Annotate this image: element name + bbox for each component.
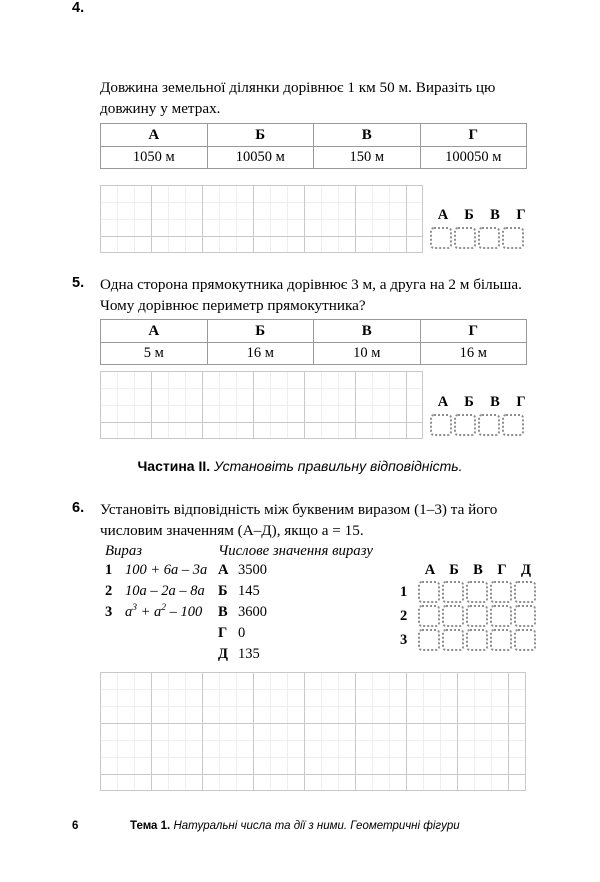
value-row-g: [218, 625, 373, 646]
question-5-worksheet-grid: [100, 371, 423, 439]
answer-letters-row: [430, 207, 534, 224]
option-letter-g: Г: [420, 124, 527, 147]
question-4-text: Довжина земельної ділянки дорівнює 1 км 50 м. Виразіть цю довжину у метрах.: [100, 79, 496, 117]
answer-letter-a: А: [437, 394, 449, 410]
expression-value-1: 100 + 6a – 3a: [125, 562, 208, 578]
question-6-number: 6.: [72, 500, 85, 516]
values-column-header: Числове значення виразу: [218, 543, 373, 559]
matching-answer-grid[interactable]: [400, 562, 538, 653]
value-row-b: [218, 583, 373, 604]
matching-checkbox-3a[interactable]: [418, 629, 440, 651]
answer-checkbox-row: [430, 227, 534, 249]
answer-letter-g: Г: [516, 394, 526, 410]
matching-checkbox-1b[interactable]: [442, 581, 464, 603]
question-5-answer-boxes[interactable]: [430, 394, 534, 436]
option-value-b: 10050 м: [207, 147, 314, 169]
page-footer: [72, 820, 542, 832]
expression-row-2: [105, 583, 207, 604]
option-letter-b: Б: [207, 124, 314, 147]
footer-topic: [130, 820, 460, 832]
option-letter-g: Г: [420, 320, 527, 343]
matching-checkbox-2d[interactable]: [514, 605, 536, 627]
expression-3-suffix: – 100: [166, 604, 203, 620]
page-number: 6: [72, 820, 79, 832]
value-key-v: В: [218, 604, 228, 620]
matching-checkbox-3g[interactable]: [490, 629, 512, 651]
matching-row-label-1: 1: [400, 583, 408, 600]
answer-checkbox-a[interactable]: [430, 414, 452, 436]
question-4-options-table: [100, 123, 527, 169]
expressions-column: [105, 543, 207, 625]
answer-letter-b: Б: [464, 394, 474, 410]
matching-checkbox-2g[interactable]: [490, 605, 512, 627]
table-row-letters: [101, 320, 527, 343]
option-value-v: 10 м: [314, 343, 421, 365]
matching-grid-column-headers: [418, 562, 538, 579]
matching-column-g: Г: [497, 562, 507, 578]
matching-grid-row-3: [400, 629, 538, 651]
value-row-a: [218, 562, 373, 583]
answer-letter-v: В: [490, 207, 500, 223]
question-6-text: Установіть відповідність між буквеним виразом (1–3) та його числовим значенням (А–Д), якщо a = 15.: [100, 501, 498, 539]
answer-checkbox-v[interactable]: [478, 414, 500, 436]
footer-topic-label: Тема 1.: [130, 820, 171, 832]
answer-letters-row: [430, 394, 534, 411]
option-letter-a: А: [101, 320, 208, 343]
answer-checkbox-a[interactable]: [430, 227, 452, 249]
table-row-values: [101, 147, 527, 169]
expression-3-base-a: a: [125, 604, 133, 620]
answer-letter-a: А: [437, 207, 449, 223]
footer-topic-title: Натуральні числа та дії з ними. Геометричні фігури: [173, 820, 460, 832]
question-4-answer-boxes[interactable]: [430, 207, 534, 249]
question-6-worksheet-grid: [100, 672, 526, 791]
expression-value-2: 10a – 2a – 8a: [125, 583, 205, 599]
value-number-d: 135: [238, 646, 260, 662]
expression-key-1: 1: [105, 562, 113, 578]
expression-3-exponent-1: 3: [132, 603, 137, 614]
expressions-column-header: Вираз: [105, 543, 143, 559]
answer-checkbox-row: [430, 414, 534, 436]
option-value-a: 1050 м: [101, 147, 208, 169]
value-key-b: Б: [218, 583, 228, 599]
value-number-a: 3500: [238, 562, 267, 578]
matching-checkbox-2v[interactable]: [466, 605, 488, 627]
answer-checkbox-g[interactable]: [502, 414, 524, 436]
part-two-label: Частина II.: [137, 458, 211, 474]
expression-value-3: [125, 604, 202, 621]
matching-checkbox-1v[interactable]: [466, 581, 488, 603]
question-5-options-table: [100, 319, 527, 365]
value-key-d: Д: [218, 646, 228, 662]
value-row-d: [218, 646, 373, 667]
question-5-text: Одна сторона прямокутника дорівнює 3 м, а друга на 2 м більша. Чому дорівнює периметр прямокутника?: [100, 276, 522, 314]
matching-column-a: А: [424, 562, 436, 578]
question-4-number: 4.: [72, 0, 85, 16]
expression-3-exponent-2: 2: [161, 603, 167, 614]
part-two-instruction: Установіть правильну відповідність.: [214, 458, 463, 474]
answer-checkbox-g[interactable]: [502, 227, 524, 249]
matching-checkbox-1g[interactable]: [490, 581, 512, 603]
value-key-g: Г: [218, 625, 228, 641]
answer-checkbox-b[interactable]: [454, 414, 476, 436]
option-value-g: 100050 м: [420, 147, 527, 169]
option-letter-v: В: [314, 124, 421, 147]
matching-column-d: Д: [521, 562, 531, 578]
matching-checkbox-2b[interactable]: [442, 605, 464, 627]
matching-checkbox-1d[interactable]: [514, 581, 536, 603]
expression-key-3: 3: [105, 604, 113, 620]
option-value-a: 5 м: [101, 343, 208, 365]
part-two-heading: [0, 458, 600, 474]
matching-row-label-3: 3: [400, 631, 408, 648]
expression-row-1: [105, 562, 207, 583]
matching-column-v: В: [473, 562, 483, 578]
question-5-number: 5.: [72, 275, 85, 291]
option-letter-a: А: [101, 124, 208, 147]
matching-row-label-2: 2: [400, 607, 408, 624]
table-row-letters: [101, 124, 527, 147]
expression-3-mid: + a: [137, 604, 162, 620]
matching-grid-row-1: [400, 581, 538, 603]
option-value-g: 16 м: [420, 343, 527, 365]
values-column: [218, 543, 373, 667]
option-letter-b: Б: [207, 320, 314, 343]
matching-checkbox-3b[interactable]: [442, 629, 464, 651]
matching-checkbox-3v[interactable]: [466, 629, 488, 651]
expression-row-3: [105, 604, 207, 625]
option-value-b: 16 м: [207, 343, 314, 365]
matching-column-b: Б: [449, 562, 459, 578]
value-number-b: 145: [238, 583, 260, 599]
value-key-a: А: [218, 562, 229, 578]
matching-checkbox-1a[interactable]: [418, 581, 440, 603]
answer-checkbox-v[interactable]: [478, 227, 500, 249]
expression-key-2: 2: [105, 583, 113, 599]
answer-letter-b: Б: [464, 207, 474, 223]
value-row-v: [218, 604, 373, 625]
answer-checkbox-b[interactable]: [454, 227, 476, 249]
question-4-worksheet-grid: [100, 185, 423, 253]
value-number-v: 3600: [238, 604, 267, 620]
matching-grid-row-2: [400, 605, 538, 627]
table-row-values: [101, 343, 527, 365]
option-value-v: 150 м: [314, 147, 421, 169]
answer-letter-v: В: [490, 394, 500, 410]
option-letter-v: В: [314, 320, 421, 343]
answer-letter-g: Г: [516, 207, 526, 223]
matching-checkbox-2a[interactable]: [418, 605, 440, 627]
value-number-g: 0: [238, 625, 246, 641]
matching-checkbox-3d[interactable]: [514, 629, 536, 651]
